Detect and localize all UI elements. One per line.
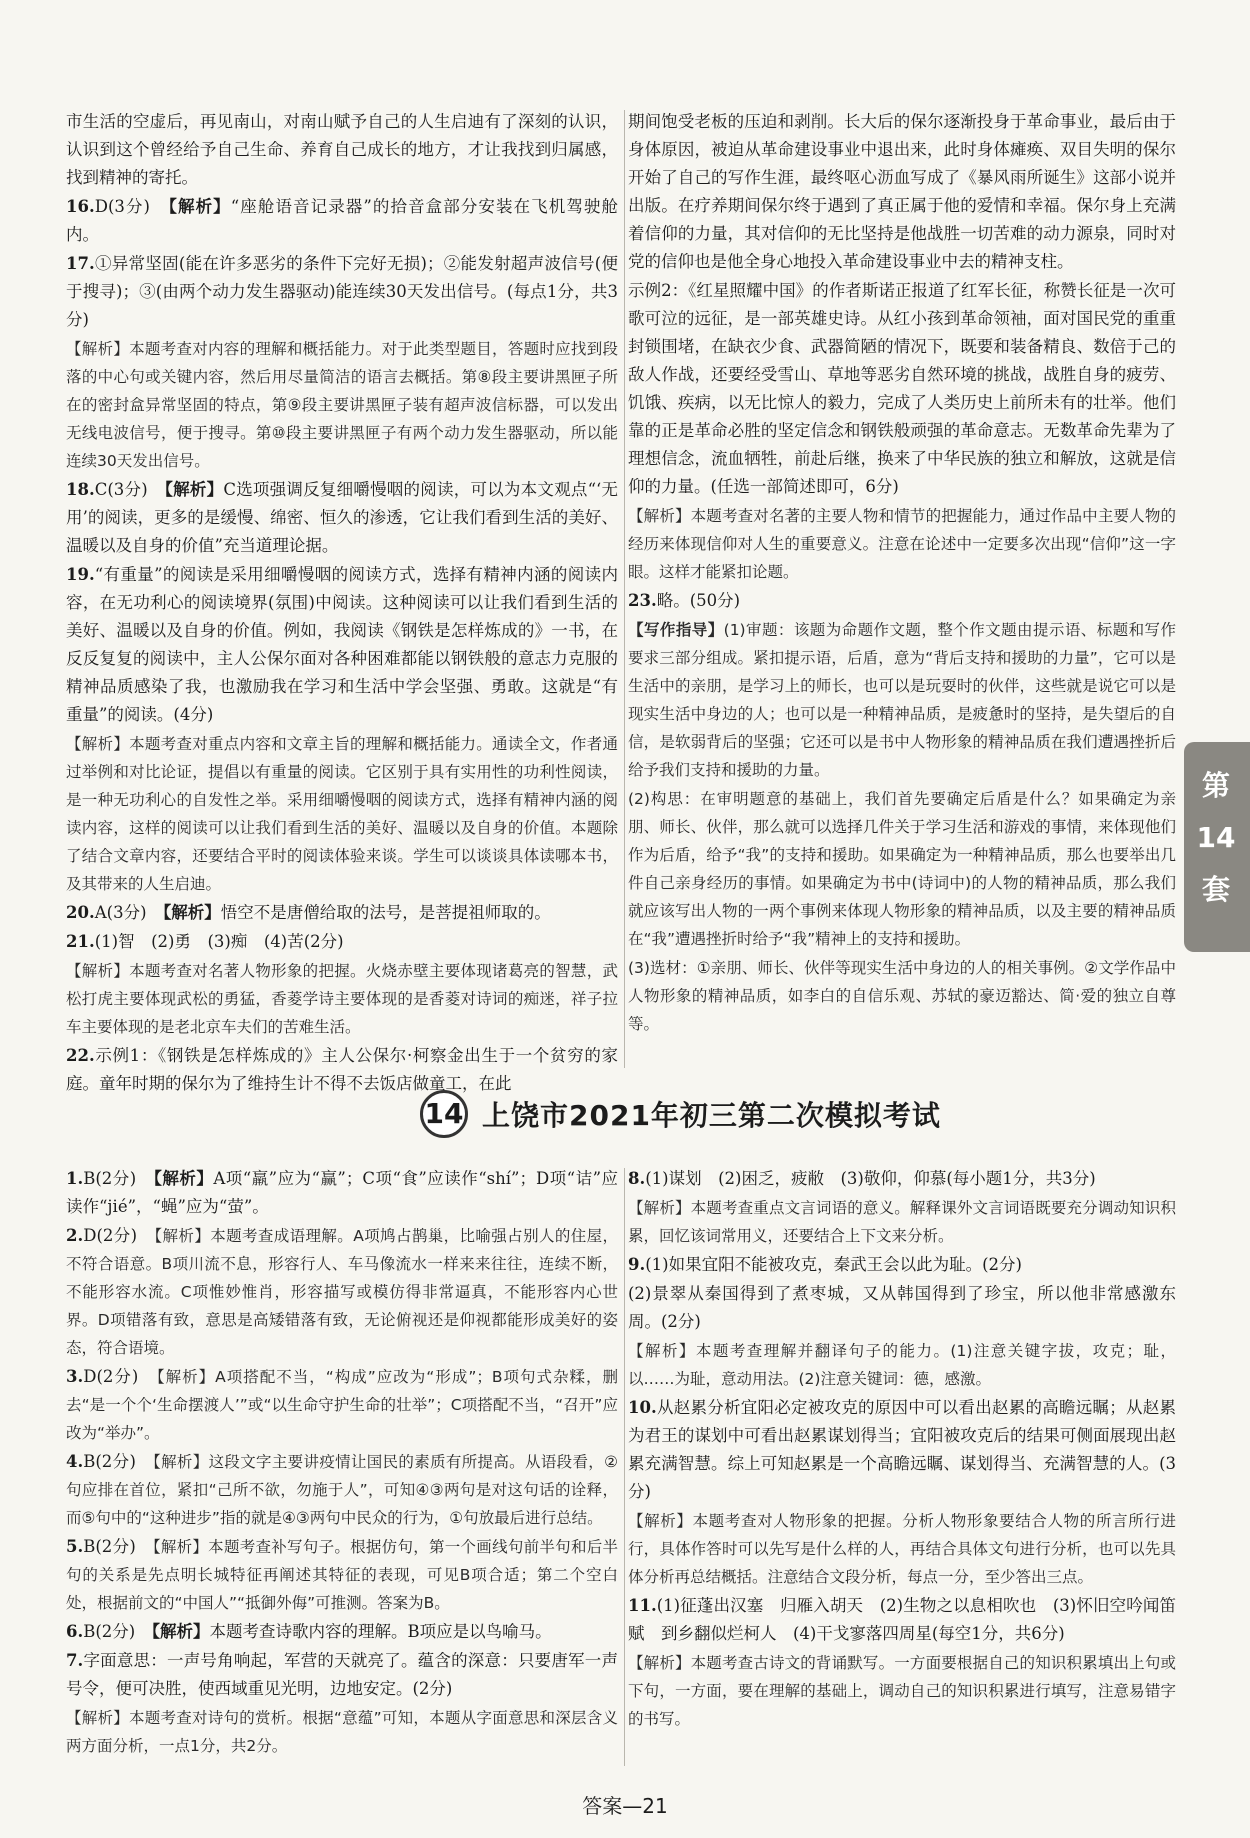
answer-column-top-right — [628, 108, 1176, 1039]
answer-item-19: 19.“有重量”的阅读是采用细嚼慢咽的阅读方式，选择有精神内涵的阅读内容，在无功利心的阅读境界(氛围)中阅读。这种阅读可以让我们看到生活的美好、温暖以及自身的价值。例如，我阅读《钢铁是怎样炼成的》一书，在反反复复的阅读中，主人公保尔面对各种困难都能以钢铁般的意志力克服的精神品质感染了我，也激励我在学习和生活中学会坚强、勇敢。这就是“有重量”的阅读。(4分) — [66, 565, 618, 724]
answer-column-bottom-left — [66, 1165, 618, 1761]
answer-column-bottom-right — [628, 1165, 1176, 1734]
answer-item-3: 3.D(2分) 【解析】A项搭配不当，“构成”应改为“形成”；B项句式杂糅，删去“是一个个‘生命摆渡人’”或“以生命守护生命的壮举”；C项搭配不当，“召开”应改为“举办”。 — [66, 1367, 619, 1442]
answer-item-20: 20.A(3分) 【解析】悟空不是唐僧给取的法号，是菩提祖师取的。 — [66, 903, 551, 922]
answer-item-9-part-2: (2)景翠从秦国得到了煮枣城，又从韩国得到了珍宝，所以他非常感激东周。(2分) — [628, 1284, 1176, 1331]
section-header — [0, 1086, 1250, 1144]
analysis-22: 【解析】本题考查对名著的主要人物和情节的把握能力，通过作品中主要人物的经历来体现信仰对人生的重要意义。注意在论述中一定要多次出现“信仰”这一字眼。这样才能紧扣论题。 — [628, 507, 1176, 581]
answer-item-5: 5.B(2分) 【解析】本题考查补写句子。根据仿句，第一个画线句前半句和后半句的关系是先点明长城特征再阐述其特征的表现，可见B项合适；第二个空白处，根据前文的“中国人”“抵御外侮”可推测。答案为B。 — [66, 1537, 618, 1612]
section-title: 上饶市2021年初三第二次模拟考试 — [482, 1099, 941, 1132]
answer-item-8: 8.(1)谋划 (2)困乏，疲敝 (3)敬仰，仰慕(每小题1分，共3分) — [628, 1169, 1096, 1188]
set-number: 14 — [424, 1097, 464, 1130]
answer-item-16: 16.D(3分) 【解析】“座舱语音记录器”的拾音盒部分安装在飞机驾驶舱内。 — [66, 197, 619, 244]
side-tab-char-3: 套 — [1201, 873, 1230, 906]
page-number: 答案—21 — [582, 1794, 668, 1818]
answer-column-top-left — [66, 108, 618, 1099]
analysis-7: 【解析】本题考查对诗句的赏析。根据“意蕴”可知，本题从字面意思和深层含义两方面分析，一点1分，共2分。 — [66, 1709, 618, 1755]
answer-item-22-example-2: 示例2：《红星照耀中国》的作者斯诺正报道了红军长征，称赞长征是一次可歌可泣的远征，是一部英雄史诗。从红小孩到革命领袖，面对国民党的重重封锁围堵，在缺衣少食、武器简陋的情况下，既要和装备精良、数倍于己的敌人作战，还要经受雪山、草地等恶劣自然环境的挑战，战胜自身的疲劳、饥饿、疾病，以无比惊人的毅力，完成了人类历史上前所未有的壮举。他们靠的正是革命必胜的坚定信念和钢铁般顽强的革命意志。无数革命先辈为了理想信念，流血牺牲，前赴后继，换来了中华民族的独立和解放，这就是信仰的力量。(任选一部简述即可，6分) — [628, 281, 1176, 496]
answer-item-10: 10.从赵累分析宜阳必定被攻克的原因中可以看出赵累的高瞻远瞩；从赵累为君王的谋划中可看出赵累谋划得当；宜阳被攻克后的结果可侧面展现出赵累充满智慧。综上可知赵累是一个高瞻远瞩、谋划得当、充满智慧的人。(3分) — [628, 1398, 1176, 1501]
answer-item-11: 11.(1)征蓬出汉塞 归雁入胡天 (2)生物之以息相吹也 (3)怀旧空吟闻笛赋 到乡翻似烂柯人 (4)干戈寥落四周星(每空1分，共6分) — [628, 1596, 1176, 1643]
answer-continuation: 市生活的空虚后，再见南山，对南山赋予自己的人生启迪有了深刻的认识，认识到这个曾经给予自己生命、养育自己成长的地方，才让我找到归属感，找到精神的寄托。 — [66, 112, 618, 187]
analysis-21: 【解析】本题考查对名著人物形象的把握。火烧赤壁主要体现诸葛亮的智慧，武松打虎主要体现武松的勇猛，香菱学诗主要体现的是香菱对诗词的痴迷，祥子拉车主要体现的是老北京车夫们的苦难生活。 — [66, 962, 618, 1036]
answer-item-23: 23.略。(50分) — [628, 591, 741, 610]
answer-item-21: 21.(1)智 (2)勇 (3)痴 (4)苦(2分) — [66, 932, 344, 951]
analysis-10: 【解析】本题考查对人物形象的把握。分析人物形象要结合人物的所言所行进行，具体作答时可以先写是什么样的人，再结合具体文句进行分析，也可以先具体分析再总结概括。注意结合文段分析，每点一分，至少答出三点。 — [628, 1512, 1176, 1586]
column-divider — [624, 110, 625, 1068]
analysis-9: 【解析】本题考查理解并翻译句子的能力。(1)注意关键字拔，攻克；耻，以……为耻，意动用法。(2)注意关键词：德，感激。 — [628, 1342, 1176, 1388]
analysis-19: 【解析】本题考查对重点内容和文章主旨的理解和概括能力。通读全文，作者通过举例和对比论证，提倡以有重量的阅读。它区别于具有实用性的功利性阅读，是一种无功利心的自发性之举。采用细嚼慢咽的阅读方式，选择有精神内涵的阅读内容，这样的阅读可以让我们看到生活的美好、温暖以及自身的价值。本题除了结合文章内容，还要结合平时的阅读体验来谈。学生可以谈谈具体读哪本书，及其带来的人生启迪。 — [66, 735, 618, 893]
answer-item-9: 9.(1)如果宜阳不能被攻克，秦武王会以此为耻。(2分) — [628, 1255, 1022, 1274]
answer-item-17: 17.①异常坚固(能在许多恶劣的条件下完好无损)；②能发射超声波信号(便于搜寻)；③(由两个动力发生器驱动)能连续30天发出信号。(每点1分，共3分) — [66, 254, 618, 329]
analysis-11: 【解析】本题考查古诗文的背诵默写。一方面要根据自己的知识积累填出上句或下句，一方面，要在理解的基础上，调动自己的知识积累进行填写，注意易错字的书写。 — [628, 1654, 1176, 1728]
analysis-8: 【解析】本题考查重点文言词语的意义。解释课外文言词语既要充分调动知识积累，回忆该词常用义，还要结合上下文来分析。 — [628, 1199, 1176, 1245]
side-tab-char-2: 14 — [1196, 821, 1236, 854]
answer-item-18: 18.C(3分) 【解析】C选项强调反复细嚼慢咽的阅读，可以为本文观点“‘无用’的阅读，更多的是缓慢、绵密、恒久的渗透，它让我们看到生活的美好、温暖以及自身的价值”充当道理论据。 — [66, 480, 619, 555]
answer-item-22: 22.示例1：《钢铁是怎样炼成的》主人公保尔·柯察金出生于一个贫穷的家庭。童年时期的保尔为了维持生计不得不去饭店做童工，在此 — [66, 1046, 618, 1093]
column-divider — [624, 1168, 625, 1766]
writing-guide-3: (3)选材：①亲朋、师长、伙伴等现实生活中身边的人的相关事例。②文学作品中人物形象的精神品质，如李白的自信乐观、苏轼的豪迈豁达、简·爱的独立自尊等。 — [628, 959, 1176, 1033]
side-tab-char-1: 第 — [1201, 769, 1230, 802]
answer-item-4: 4.B(2分) 【解析】这段文字主要讲疫情让国民的素质有所提高。从语段看，②句应排在首位，紧扣“己所不欲，勿施于人”，可知④③两句是对这句话的诠释，而⑤句中的“这种进步”指的就是④③两句中民众的行为，①句放最后进行总结。 — [66, 1452, 619, 1527]
answer-item-1: 1.B(2分) 【解析】A项“羸”应为“赢”；C项“食”应读作“shí”；D项“诘”应读作“jié”，“蝇”应为“萤”。 — [66, 1169, 618, 1216]
writing-guide-1: 【写作指导】(1)审题：该题为命题作文题，整个作文题由提示语、标题和写作要求三部分组成。紧扣提示语，后盾，意为“背后支持和援助的力量”，它可以是生活中的亲朋，是学习上的师长，也可以是玩耍时的伙伴，这些就是说它可以是现实生活中身边的人；也可以是一种精神品质，是疲惫时的坚持，是失望后的自信，是软弱背后的坚强；它还可以是书中人物形象的精神品质在我们遭遇挫折后给予我们支持和援助的力量。 — [628, 621, 1176, 779]
answer-item-7: 7.字面意思：一声号角响起，军营的天就亮了。蕴含的深意：只要唐军一声号令，便可决胜，使西域重见光明，边地安定。(2分) — [66, 1651, 618, 1698]
analysis-17: 【解析】本题考查对内容的理解和概括能力。对于此类型题目，答题时应找到段落的中心句或关键内容，然后用尽量简洁的语言去概括。第⑧段主要讲黑匣子所在的密封盒异常坚固的特点，第⑨段主要讲黑匣子装有超声波信标器，可以发出无线电波信号，便于搜寻。第⑩段主要讲黑匣子有两个动力发生器驱动，所以能连续30天发出信号。 — [66, 340, 618, 470]
answer-item-22-continued: 期间饱受老板的压迫和剥削。长大后的保尔逐渐投身于革命事业，最后由于身体原因，被迫从革命建设事业中退出来，此时身体瘫痪、双目失明的保尔开始了自己的写作生涯，最终呕心沥血写成了《暴风雨所诞生》这部小说并出版。在疗养期间保尔终于遇到了真正属于他的爱情和幸福。保尔身上充满着信仰的力量，其对信仰的无比坚持是他战胜一切苦难的动力源泉，同时对党的信仰也是他全身心地投入革命建设事业中去的精神支柱。 — [628, 112, 1176, 271]
answer-item-6: 6.B(2分) 【解析】本题考查诗歌内容的理解。B项应是以鸟喻马。 — [66, 1622, 552, 1641]
answer-item-2: 2.D(2分) 【解析】本题考查成语理解。A项鸠占鹊巢，比喻强占别人的住屋，不符合语意。B项川流不息，形容行人、车马像流水一样来来往往，连续不断，不能形容水流。C项惟妙惟肖，形容描写或模仿得非常逼真，不能形容内心世界。D项错落有致，意思是高矮错落有致，无论俯视还是仰视都能形成美好的姿态，符合语境。 — [66, 1226, 619, 1357]
set-side-tab-label — [1192, 760, 1240, 916]
writing-guide-2: (2)构思：在审明题意的基础上，我们首先要确定后盾是什么？如果确定为亲朋、师长、伙伴，那么就可以选择几件关于学习生活和游戏的事情，来体现他们作为后盾，给予“我”的支持和援助。如果确定为一种精神品质，那么也要举出几件自己亲身经历的事情。如果确定为书中(诗词中)的人物的精神品质，那么我们就应该写出人物的一两个事例来体现人物形象的精神品质，以及主要的精神品质在“我”遭遇挫折时给予“我”精神上的支持和援助。 — [628, 790, 1176, 948]
